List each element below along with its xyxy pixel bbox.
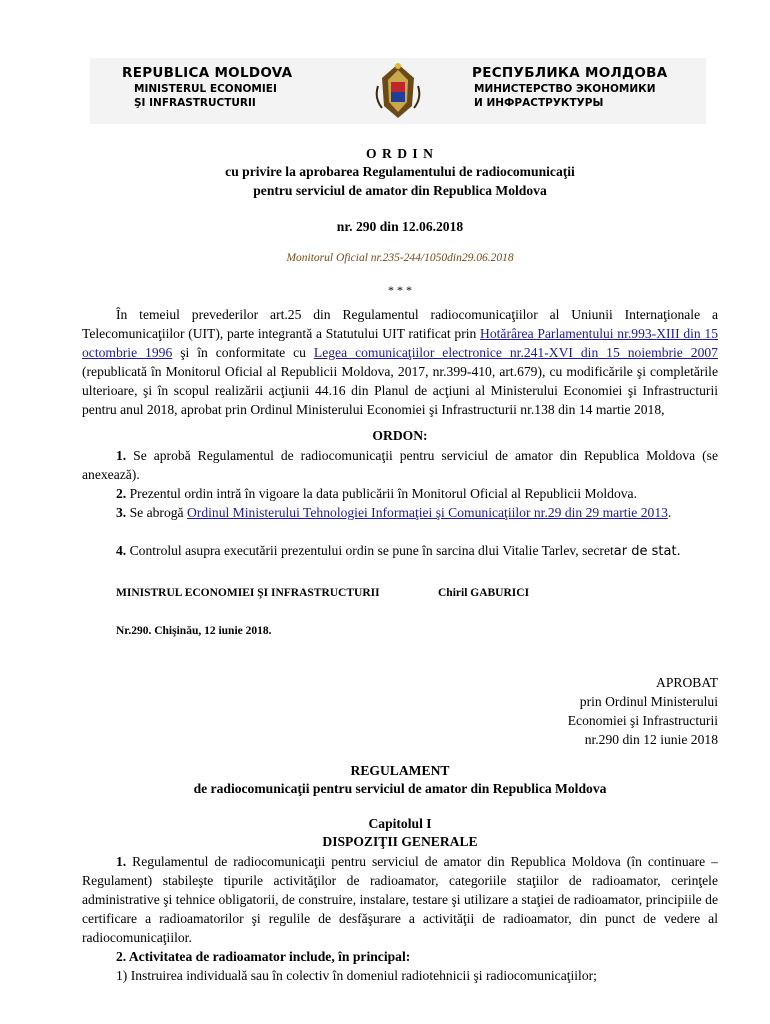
preamble-text-1: În temeiul prevederilor art.25 din Regulamentul radiocomunicaţiilor al Uniunii Internaţionale a Telecomunicaţiilor (UIT), parte integrantă a Statutului UIT ratificat prin — [82, 307, 718, 341]
repealed-order-link[interactable]: Ordinul Ministerului Tehnologiei Informaţiei şi Comunicaţiilor nr.29 din 29 martie 2013 — [186, 505, 668, 520]
order-point-2 — [82, 484, 718, 503]
electronic-communications-law-link[interactable]: Legea comunicaţiilor electronice nr.241-XVI din 15 noiembrie 2007 — [313, 345, 718, 360]
header-left-romanian — [122, 64, 292, 110]
header-country-ro: REPUBLICA MOLDOVA — [122, 65, 293, 81]
header-ministry-ro-1: MINISTERUL ECONOMIEI — [134, 83, 277, 95]
point-2-text: Prezentul ordin intră în vigoare la data publicării în Monitorul Oficial al Republicii Moldova. — [126, 486, 637, 501]
header-ministry-ru-2: И ИНФРАСТРУКТУРЫ — [474, 97, 604, 109]
regulation-point-2-1 — [82, 966, 718, 985]
approval-line-2: prin Ordinul Ministerului — [579, 694, 718, 709]
header-right-russian — [472, 64, 667, 110]
approval-line-3: Economiei şi Infrastructurii — [567, 713, 718, 728]
regulation-point-2-1-text: 1) Instruirea individuală sau în colectiv în domeniul radiotehnicii şi radiocomunicaţiilor; — [116, 968, 597, 983]
moldova-coat-of-arms-icon — [372, 58, 424, 124]
point-1-text: Se aprobă Regulamentul de radiocomunicaţii pentru serviciul de amator din Republica Moldova (se anexează). — [82, 448, 718, 482]
point-2-number: 2. — [116, 486, 127, 501]
order-point-1 — [82, 446, 718, 484]
chapter-label: Capitolul I — [368, 816, 432, 831]
approval-line-4: nr.290 din 12 iunie 2018 — [584, 732, 718, 747]
point-4-tail: ar de stat. — [613, 544, 681, 559]
point-4-number: 4. — [116, 543, 127, 558]
point-3-end: . — [667, 505, 672, 520]
order-title: O R D I N — [366, 146, 434, 161]
minister-name: Chiril GABURICI — [438, 587, 530, 599]
point-4-text: Controlul asupra executării prezentului ordin se pune în sarcina dlui Vitalie Tarlev, secret — [126, 543, 614, 558]
regulation-title: REGULAMENT — [350, 763, 450, 778]
regulation-point-1 — [82, 852, 718, 947]
preamble-text-2: şi în conformitate cu — [172, 345, 314, 360]
preamble-text-3: (republicată în Monitorul Oficial al Republicii Moldova, 2017, nr.399-410, art.679), cu modificările şi completările ulterioare, şi în scopul realizării acţiunii 44.16 din Planul de acţiuni al Ministerului Economiei şi Infrastructurii pentru anul 2018, aprobat prin Ordinul Ministerului Economiei şi Infrastructurii nr.138 din 14 martie 2018, — [82, 364, 718, 417]
point-3-number: 3. — [116, 505, 127, 520]
ordon-heading: ORDON: — [372, 428, 428, 443]
monitor-reference: Monitorul Oficial nr.235-244/1050din29.06.2018 — [286, 252, 514, 264]
order-subtitle-1: cu privire la aprobarea Regulamentului de radiocomunicaţii — [225, 164, 575, 179]
regulation-subtitle: de radiocomunicaţii pentru serviciul de amator din Republica Moldova — [193, 781, 607, 796]
approval-block — [568, 673, 718, 749]
chapter-title: DISPOZIŢII GENERALE — [322, 834, 478, 849]
preamble-paragraph — [82, 305, 718, 419]
order-point-3 — [82, 503, 718, 522]
header-ministry-ro-2: ŞI INFRASTRUCTURII — [134, 97, 256, 109]
minister-role: MINISTRUL ECONOMIEI ŞI INFRASTRUCTURII — [116, 587, 380, 599]
point-3-text: Se abrogă — [126, 505, 187, 520]
header-country-ru: РЕСПУБЛИКА МОЛДОВА — [472, 65, 668, 81]
regulation-point-1-number: 1. — [116, 854, 127, 869]
regulation-point-1-text: Regulamentul de radiocomunicaţii pentru serviciul de amator din Republica Moldova (în continuare – Regulament) stabileşte tipurile activităţilor de radioamator, categoriile staţiilor de radioamator, cerinţele administrative şi tehnice obligatorii, de construire, instalare, testare şi utilizare a staţiei de radioamator, principiile de certificare a radioamatorilor şi regulile de desfăşurare a activităţii de radioamator, din punct de vedere al radiocomunicaţiilor. — [82, 854, 718, 945]
order-reference: Nr.290. Chişinău, 12 iunie 2018. — [116, 625, 272, 637]
order-subtitle-2: pentru serviciul de amator din Republica Moldova — [253, 183, 547, 198]
regulation-point-2-text: 2. Activitatea de radioamator include, în principal: — [116, 949, 411, 964]
approval-line-1: APROBAT — [656, 675, 718, 690]
regulation-point-2 — [82, 947, 718, 966]
header-ministry-ru-1: МИНИСТЕРСТВО ЭКОНОМИКИ — [474, 83, 656, 95]
parliament-decision-link[interactable]: Hotărârea Parlamentului nr.993-XIII din 15 octombrie 1996 — [82, 326, 718, 360]
ministry-header — [90, 58, 706, 124]
point-1-number: 1. — [116, 448, 127, 463]
separator-stars: * * * — [388, 283, 412, 297]
order-number: nr. 290 din 12.06.2018 — [336, 219, 464, 234]
order-point-4 — [82, 541, 718, 561]
